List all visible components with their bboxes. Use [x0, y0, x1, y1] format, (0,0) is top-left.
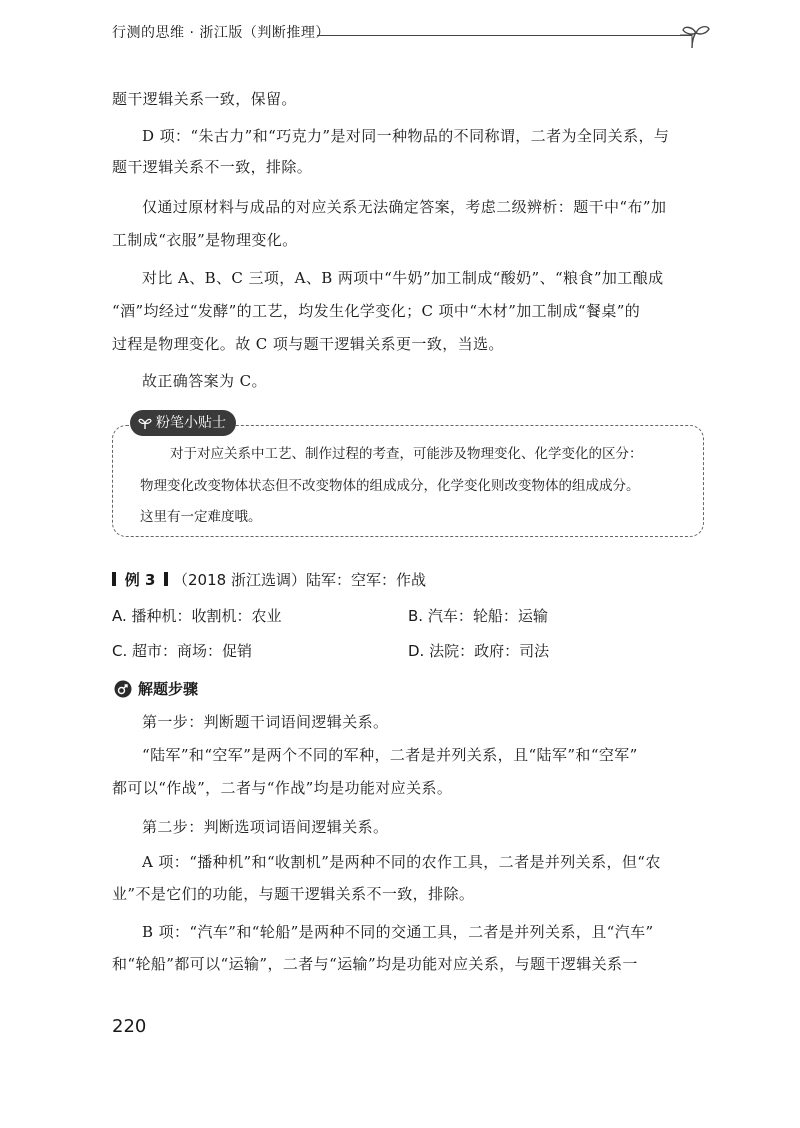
- steps-icon: [114, 680, 132, 698]
- page-header: [112, 22, 712, 52]
- tip-line: 这里有一定难度哦。: [140, 509, 262, 525]
- solution-line: 第二步：判断选项词语间逻辑关系。: [142, 818, 389, 836]
- solution-line: 和“轮船”都可以“运输”，二者与“运输”均是功能对应关系，与题干逻辑关系一: [112, 955, 638, 973]
- body-line: “酒”均经过“发酵”的工艺，均发生化学变化；C 项中“木材”加工制成“餐桌”的: [112, 302, 641, 320]
- sprout-icon: [138, 416, 152, 430]
- body-line: D 项：“朱古力”和“巧克力”是对同一种物品的不同称谓，二者为全同关系，与: [142, 127, 670, 145]
- tip-label: [130, 410, 236, 436]
- option-b: B. 汽车：轮船：运输: [408, 607, 548, 625]
- body-line: 过程是物理变化。故 C 项与题干逻辑关系更一致，当选。: [112, 335, 504, 353]
- example-stem: 陆军：空军：作战: [305, 571, 426, 589]
- steps-title: 解题步骤: [138, 680, 199, 698]
- solution-line: “陆军”和“空军”是两个不同的军种，二者是并列关系，且“陆军”和“空军”: [142, 746, 638, 764]
- example-marker: [112, 572, 116, 586]
- example-label: 例 3: [124, 571, 156, 589]
- body-line: 仅通过原材料与成品的对应关系无法确定答案，考虑二级辨析：题干中“布”加: [142, 198, 667, 216]
- body-line: 故正确答案为 C。: [142, 372, 267, 390]
- example-source: （2018 浙江选调）: [173, 571, 306, 589]
- body-line: 工制成“衣服”是物理变化。: [112, 231, 298, 249]
- solution-line: A 项：“播种机”和“收割机”是两种不同的农作工具，二者是并列关系，但“农: [142, 853, 661, 871]
- tip-line: 对于对应关系中工艺、制作过程的考查，可能涉及物理变化、化学变化的区分：: [170, 446, 643, 462]
- solution-line: B 项：“汽车”和“轮船”是两种不同的交通工具，二者是并列关系，且“汽车”: [142, 923, 654, 941]
- sprout-icon: [680, 22, 712, 52]
- solution-line: 都可以“作战”，二者与“作战”均是功能对应关系。: [112, 779, 453, 797]
- header-rule: [317, 35, 692, 36]
- page-number: 220: [112, 1016, 147, 1037]
- tip-label-text: 粉笔小贴士: [156, 415, 226, 431]
- tip-line: 物理变化改变物体状态但不改变物体的组成成分，化学变化则改变物体的组成成分。: [140, 478, 640, 494]
- body-line: 题干逻辑关系不一致，排除。: [112, 158, 313, 176]
- solution-line: 第一步：判断题干词语间逻辑关系。: [142, 713, 389, 731]
- body-line: 题干逻辑关系一致，保留。: [112, 90, 297, 108]
- option-d: D. 法院：政府：司法: [408, 642, 550, 660]
- example-heading: [112, 567, 426, 593]
- solution-line: 业”不是它们的功能，与题干逻辑关系不一致，排除。: [112, 885, 475, 903]
- option-a: A. 播种机：收割机：农业: [112, 607, 282, 625]
- running-title: 行测的思维 · 浙江版（判断推理）: [112, 25, 330, 41]
- option-c: C. 超市：商场：促销: [112, 642, 253, 660]
- example-marker: [164, 572, 168, 586]
- body-line: 对比 A、B、C 三项，A、B 两项中“牛奶”加工制成“酸奶”、“粮食”加工酿成: [142, 269, 664, 287]
